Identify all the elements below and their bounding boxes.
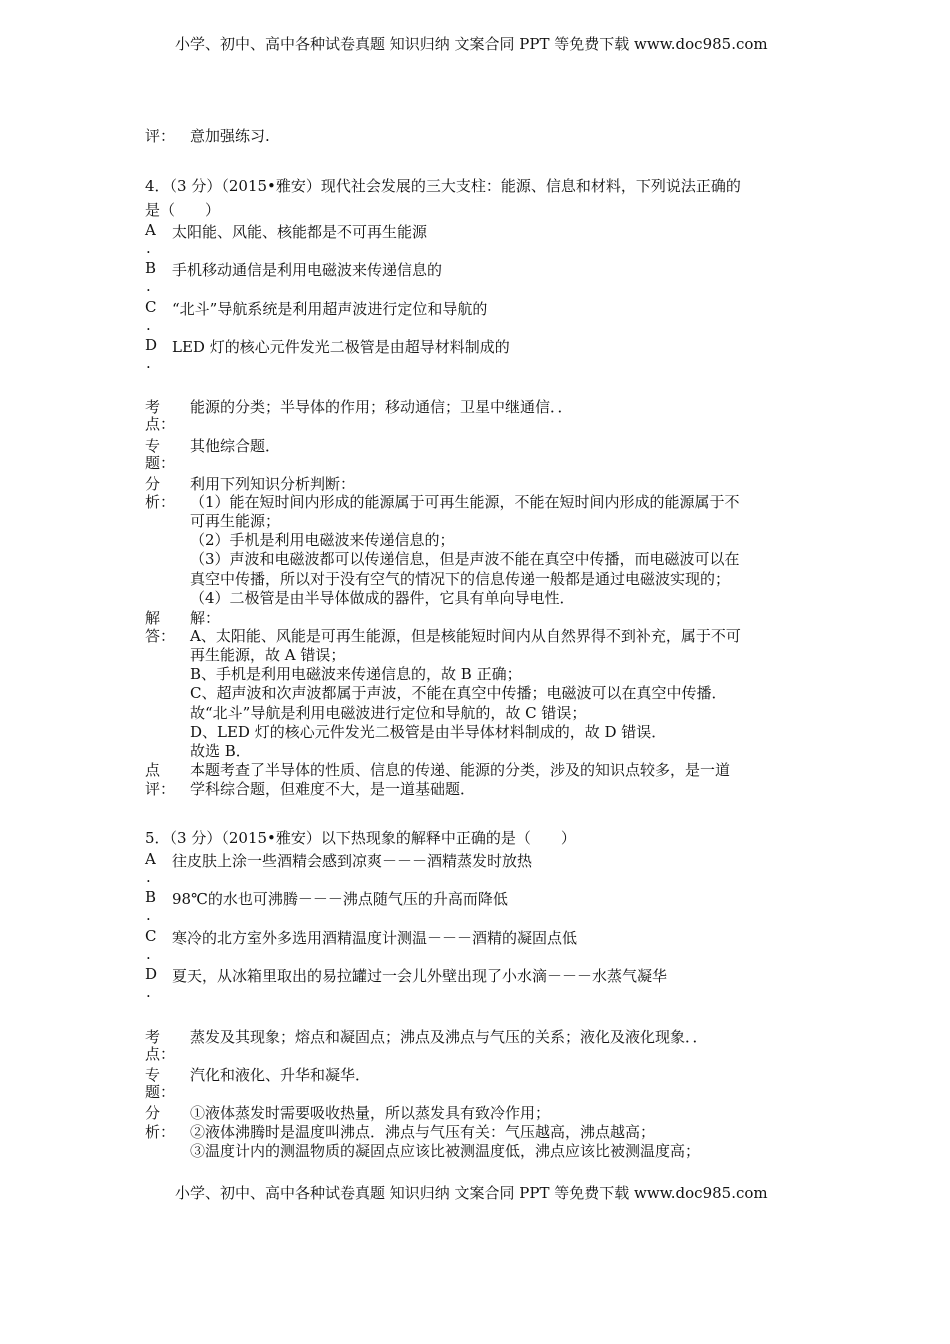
q5-zhuanti-text: 汽化和液化、升华和凝华．: [190, 1066, 371, 1084]
q5-option-a-text: 往皮肤上涂一些酒精会感到凉爽－－－酒精蒸发时放热: [172, 852, 533, 870]
q4-fenxi-line: （2）手机是利用电磁波来传递信息的；: [190, 531, 455, 549]
q4-kaodian-text: 能源的分类；半导体的作用；移动通信；卫星中继通信．．: [190, 398, 573, 416]
q5-kaodian-label-2: 点：: [145, 1045, 176, 1063]
q5-option-b-text: 98℃的水也可沸腾－－－沸点随气压的升高而降低: [172, 890, 508, 908]
q4-jieda-line: C、超声波和次声波都属于声波，不能在真空中传播；电磁波可以在真空中传播．: [190, 684, 727, 702]
q5-fenxi-line: ③温度计内的测温物质的凝固点应该比被测温度低，沸点应该比被测温度高；: [190, 1142, 701, 1160]
q4-jieda-line: 故选 B．: [190, 742, 251, 760]
q4-option-c-dot: .: [146, 316, 151, 334]
q5-option-b-dot: .: [146, 906, 151, 924]
q4-jieda-line: 故“北斗”导航是利用电磁波进行定位和导航的，故 C 错误；: [190, 704, 587, 722]
q5-fenxi-label-2: 析：: [145, 1123, 176, 1141]
page-header: 小学、初中、高中各种试卷真题 知识归纳 文案合同 PPT 等免费下载 www.doc985.com: [175, 35, 768, 53]
q4-option-d-letter: D: [145, 336, 158, 354]
q5-stem: 5．（3 分）（2015•雅安）以下热现象的解释中正确的是（ ）: [145, 829, 576, 847]
q4-jieda-label-1: 解: [145, 609, 161, 627]
q4-jieda-line: A、太阳能、风能是可再生能源，但是核能短时间内从自然界得不到补充，属于不可: [190, 627, 741, 645]
q5-option-d-dot: .: [146, 983, 151, 1001]
q4-dianping-line: 本题考查了半导体的性质、信息的传递、能源的分类，涉及的知识点较多，是一道: [190, 761, 731, 779]
q4-fenxi-line: 利用下列知识分析判断：: [190, 475, 356, 493]
q4-option-c-letter: C: [145, 298, 157, 316]
q5-fenxi-line: ②液体沸腾时是温度叫沸点．沸点与气压有关：气压越高，沸点越高；: [190, 1123, 656, 1141]
q5-option-d-letter: D: [145, 965, 158, 983]
q4-option-c-text: “北斗”导航系统是利用超声波进行定位和导航的: [172, 300, 488, 318]
q4-jieda-line: 再生能源，故 A 错误；: [190, 646, 346, 664]
prev-comment-label: 评：: [145, 127, 176, 145]
q5-option-c-dot: .: [146, 945, 151, 963]
q4-dianping-line: 学科综合题，但难度不大，是一道基础题．: [190, 780, 476, 798]
page-footer: 小学、初中、高中各种试卷真题 知识归纳 文案合同 PPT 等免费下载 www.doc985.com: [175, 1184, 768, 1202]
q4-fenxi-label-1: 分: [145, 475, 161, 493]
q4-fenxi-line: （4）二极管是由半导体做成的器件，它具有单向导电性．: [190, 589, 575, 607]
q4-option-b-letter: B: [145, 259, 157, 277]
q4-stem-line2: 是（ ）: [145, 201, 221, 219]
q4-option-a-letter: A: [145, 221, 156, 239]
q5-option-b-letter: B: [145, 888, 157, 906]
prev-comment-text: 意加强练习.: [190, 127, 270, 145]
q5-option-d-text: 夏天，从冰箱里取出的易拉罐过一会儿外壁出现了小水滴－－－水蒸气凝华: [172, 967, 668, 985]
q4-option-a-text: 太阳能、风能、核能都是不可再生能源: [172, 223, 428, 241]
q4-stem-line1: 4．（3 分）（2015•雅安）现代社会发展的三大支柱：能源、信息和材料，下列说法正确的: [145, 177, 741, 195]
q4-option-d-text: LED 灯的核心元件发光二极管是由超导材料制成的: [172, 338, 510, 356]
q5-zhuanti-label-1: 专: [145, 1066, 161, 1084]
q4-zhuanti-label-1: 专: [145, 437, 161, 455]
q5-kaodian-text: 蒸发及其现象；熔点和凝固点；沸点及沸点与气压的关系；液化及液化现象．．: [190, 1028, 708, 1046]
q5-option-c-letter: C: [145, 927, 157, 945]
q4-dianping-label-2: 评：: [145, 780, 176, 798]
q4-jieda-line: B、手机是利用电磁波来传递信息的，故 B 正确；: [190, 665, 522, 683]
q5-kaodian-label-1: 考: [145, 1028, 161, 1046]
q4-fenxi-line: （1）能在短时间内形成的能源属于可再生能源，不能在短时间内形成的能源属于不: [190, 493, 740, 511]
q4-jieda-line: 解：: [190, 609, 221, 627]
q4-fenxi-line: 可再生能源；: [190, 512, 281, 530]
q5-option-c-text: 寒冷的北方室外多选用酒精温度计测温－－－酒精的凝固点低: [172, 929, 578, 947]
q4-kaodian-label-1: 考: [145, 398, 161, 416]
q4-jieda-line: D、LED 灯的核心元件发光二极管是由半导体材料制成的，故 D 错误．: [190, 723, 667, 741]
q4-option-b-dot: .: [146, 277, 151, 295]
q4-zhuanti-label-2: 题：: [145, 454, 176, 472]
q4-fenxi-line: （3）声波和电磁波都可以传递信息，但是声波不能在真空中传播，而电磁波可以在: [190, 550, 740, 568]
q4-zhuanti-text: 其他综合题．: [190, 437, 281, 455]
q5-option-a-dot: .: [146, 868, 151, 886]
q5-zhuanti-label-2: 题：: [145, 1083, 176, 1101]
q4-option-d-dot: .: [146, 354, 151, 372]
q4-kaodian-label-2: 点：: [145, 415, 176, 433]
q4-fenxi-line: 真空中传播，所以对于没有空气的情况下的信息传递一般都是通过电磁波实现的；: [190, 570, 731, 588]
q4-option-a-dot: .: [146, 239, 151, 257]
q4-option-b-text: 手机移动通信是利用电磁波来传递信息的: [172, 261, 443, 279]
q5-option-a-letter: A: [145, 850, 156, 868]
q4-fenxi-label-2: 析：: [145, 493, 176, 511]
q4-dianping-label-1: 点: [145, 761, 161, 779]
q4-jieda-label-2: 答：: [145, 627, 176, 645]
q5-fenxi-line: ①液体蒸发时需要吸收热量，所以蒸发具有致冷作用；: [190, 1104, 551, 1122]
q5-fenxi-label-1: 分: [145, 1104, 161, 1122]
